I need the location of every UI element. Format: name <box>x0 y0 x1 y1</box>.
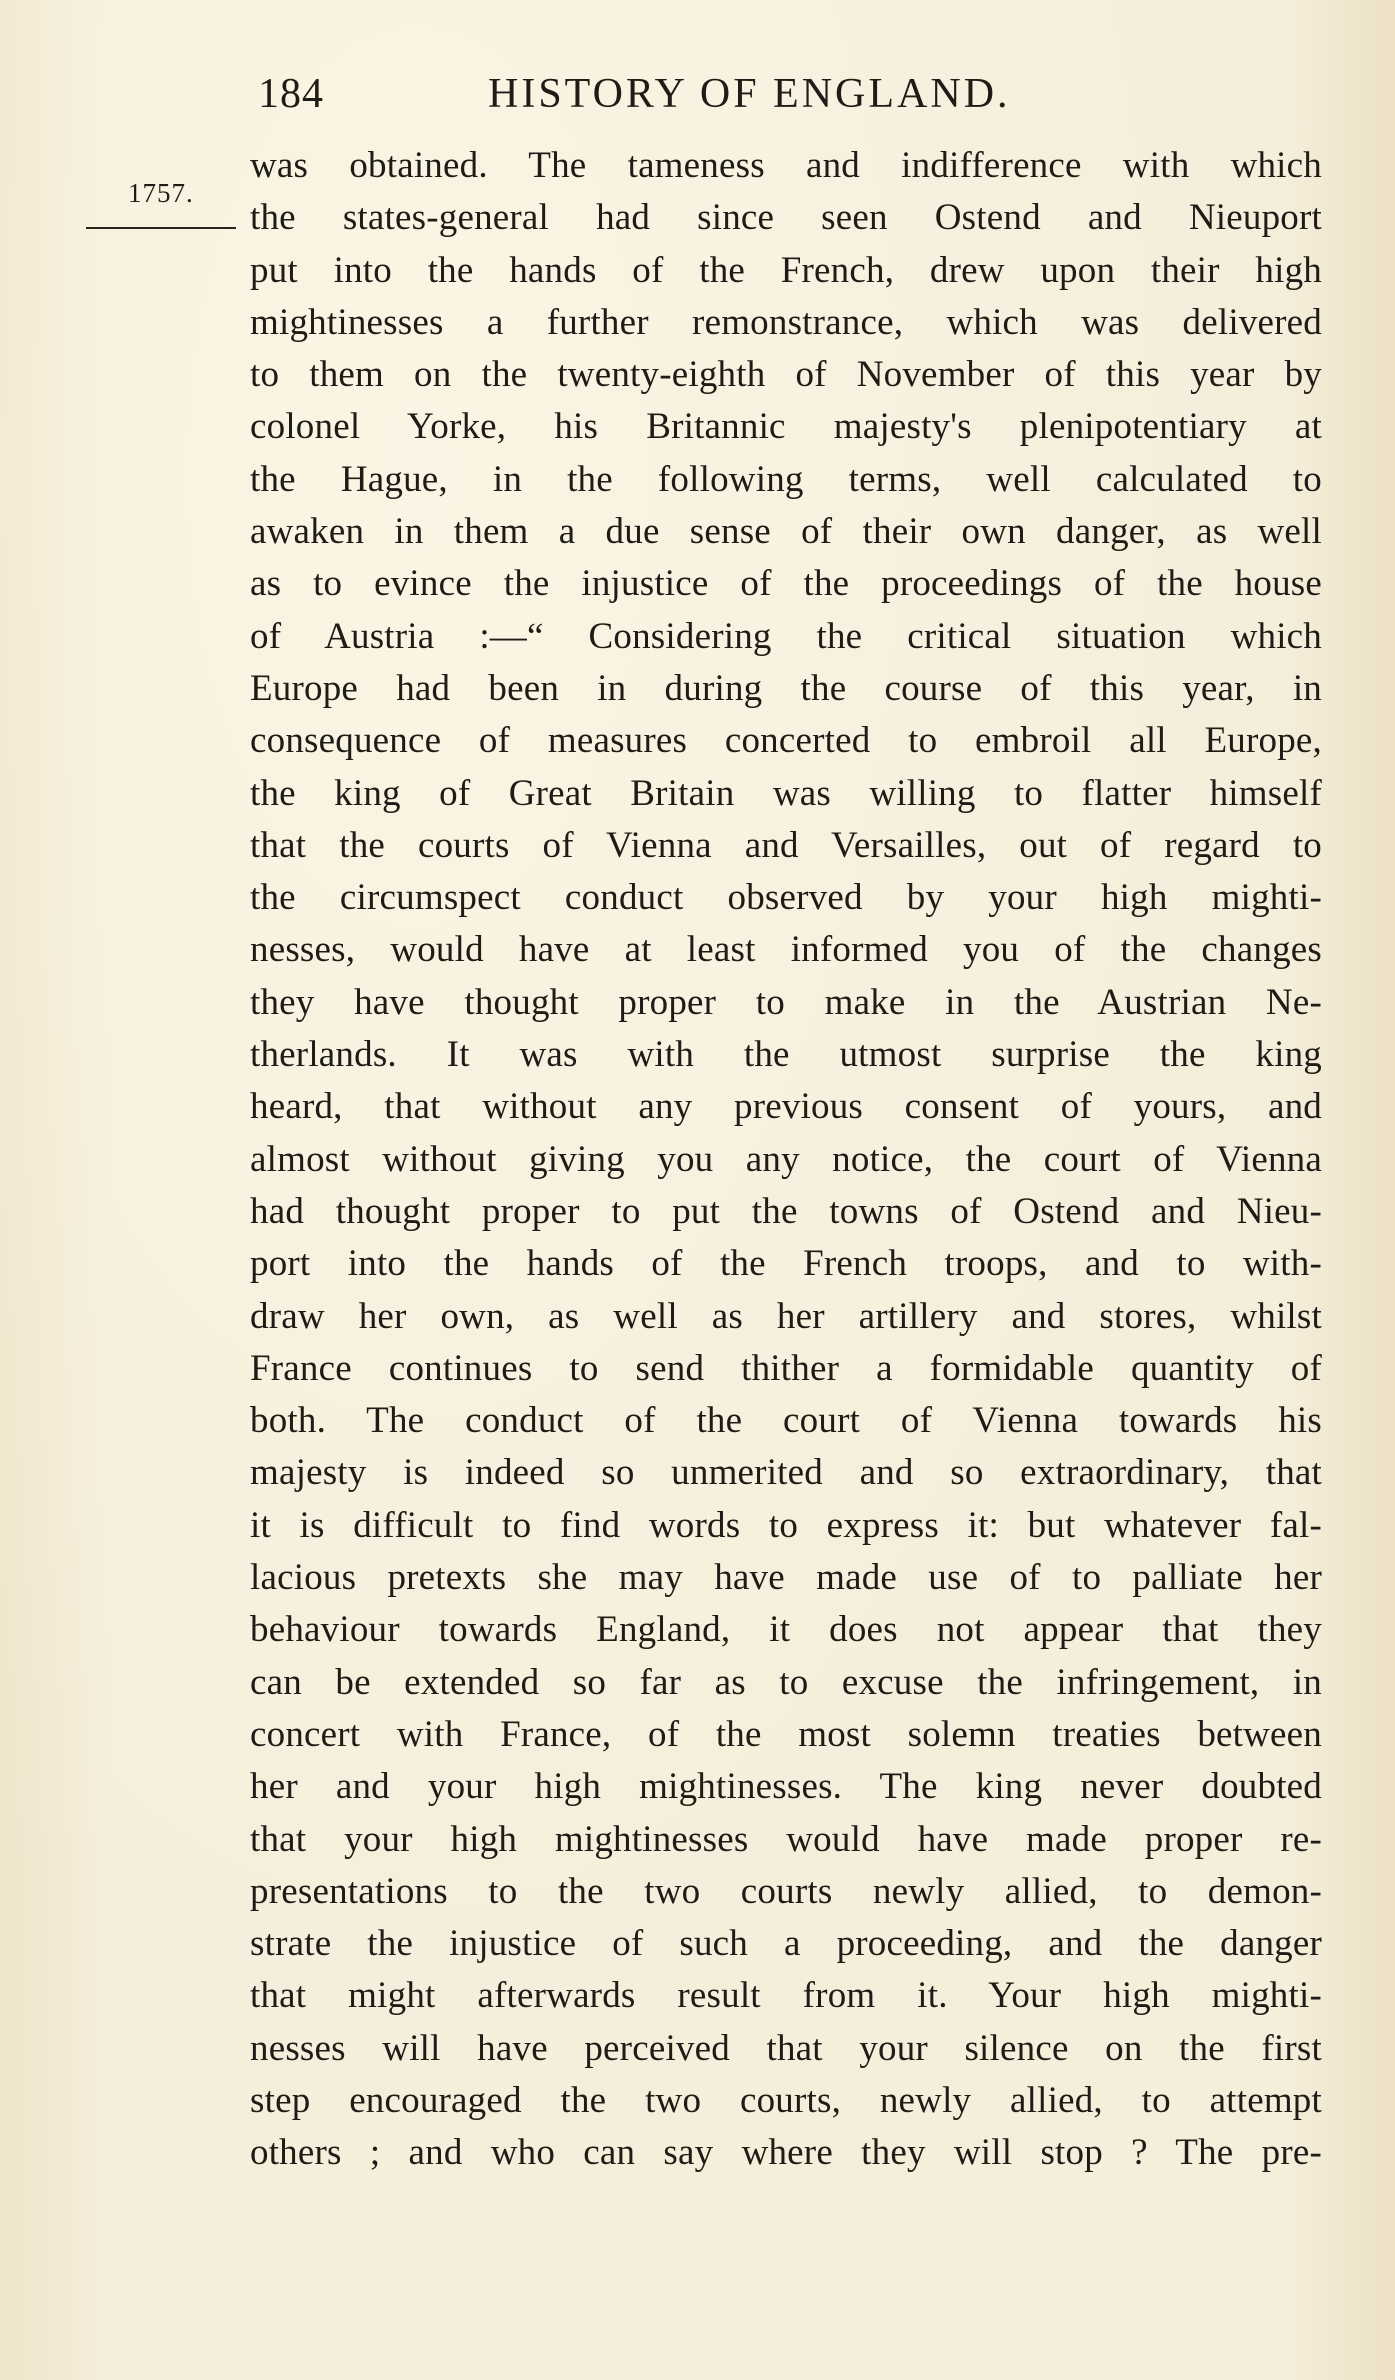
text-line: was obtained. The tameness and indifference with which <box>250 145 1322 186</box>
text-line: nesses, would have at least informed you of the changes <box>250 929 1322 971</box>
text-line: awaken in them a due sense of their own danger, as well <box>250 511 1322 553</box>
text-line: majesty is indeed so unmerited and so extraordinary, that <box>250 1452 1322 1494</box>
text-line: heard, that without any previous consent of yours, and <box>250 1086 1322 1128</box>
text-line: can be extended so far as to excuse the infringement, in <box>250 1661 1322 1703</box>
text-line: that might afterwards result from it. Your high mighti- <box>250 1975 1322 2017</box>
text-line: therlands. It was with the utmost surprise the king <box>250 1034 1322 1076</box>
body-text <box>250 140 1322 2180</box>
text-line: both. The conduct of the court of Vienna towards his <box>250 1400 1322 1442</box>
text-line: of Austria :—“ Considering the critical situation which <box>250 615 1322 657</box>
text-line: the states-general had since seen Ostend and Nieuport <box>250 197 1322 239</box>
text-line: to them on the twenty-eighth of November of this year by <box>250 354 1322 396</box>
margin-rule <box>86 227 236 229</box>
text-line: had thought proper to put the towns of Ostend and Nieu- <box>250 1190 1322 1232</box>
text-line: the king of Great Britain was willing to flatter himself <box>250 772 1322 814</box>
text-line: behaviour towards England, it does not appear that they <box>250 1609 1322 1651</box>
text-line: the circumspect conduct observed by your high mighti- <box>250 877 1322 919</box>
text-line: almost without giving you any notice, the court of Vienna <box>250 1138 1322 1180</box>
running-head: HISTORY OF ENGLAND. <box>488 71 1011 117</box>
text-line: port into the hands of the French troops, and to with- <box>250 1243 1322 1285</box>
text-line: draw her own, as well as her artillery and stores, whilst <box>250 1295 1322 1337</box>
text-line: France continues to send thither a formidable quantity of <box>250 1347 1322 1389</box>
page-number: 184 <box>258 71 324 117</box>
text-line: lacious pretexts she may have made use of to palliate her <box>250 1557 1322 1599</box>
text-line: concert with France, of the most solemn treaties between <box>250 1713 1322 1755</box>
text-line: as to evince the injustice of the proceedings of the house <box>250 563 1322 605</box>
text-line: mightinesses a further remonstrance, which was delivered <box>250 301 1322 343</box>
text-line: her and your high mightinesses. The king never doubted <box>250 1766 1322 1808</box>
text-line: that the courts of Vienna and Versailles, out of regard to <box>250 824 1322 866</box>
text-line: the Hague, in the following terms, well calculated to <box>250 458 1322 500</box>
text-line: Europe had been in during the course of this year, in <box>250 667 1322 709</box>
text-line: colonel Yorke, his Britannic majesty's plenipotentiary at <box>250 406 1322 448</box>
text-line: presentations to the two courts newly allied, to demon- <box>250 1870 1322 1912</box>
text-line: it is difficult to find words to express it: but whatever fal- <box>250 1504 1322 1546</box>
page-header <box>258 70 1088 130</box>
text-line: step encouraged the two courts, newly allied, to attempt <box>250 2079 1322 2121</box>
margin-year-note: 1757. <box>128 178 194 208</box>
text-line: consequence of measures concerted to embroil all Europe, <box>250 720 1322 762</box>
text-line: that your high mightinesses would have made proper re- <box>250 1818 1322 1860</box>
text-line: strate the injustice of such a proceeding, and the danger <box>250 1923 1322 1965</box>
text-line: nesses will have perceived that your silence on the first <box>250 2027 1322 2069</box>
text-line: put into the hands of the French, drew upon their high <box>250 249 1322 291</box>
text-line: they have thought proper to make in the Austrian Ne- <box>250 981 1322 1023</box>
text-line: others ; and who can say where they will stop ? The pre- <box>250 2132 1322 2174</box>
